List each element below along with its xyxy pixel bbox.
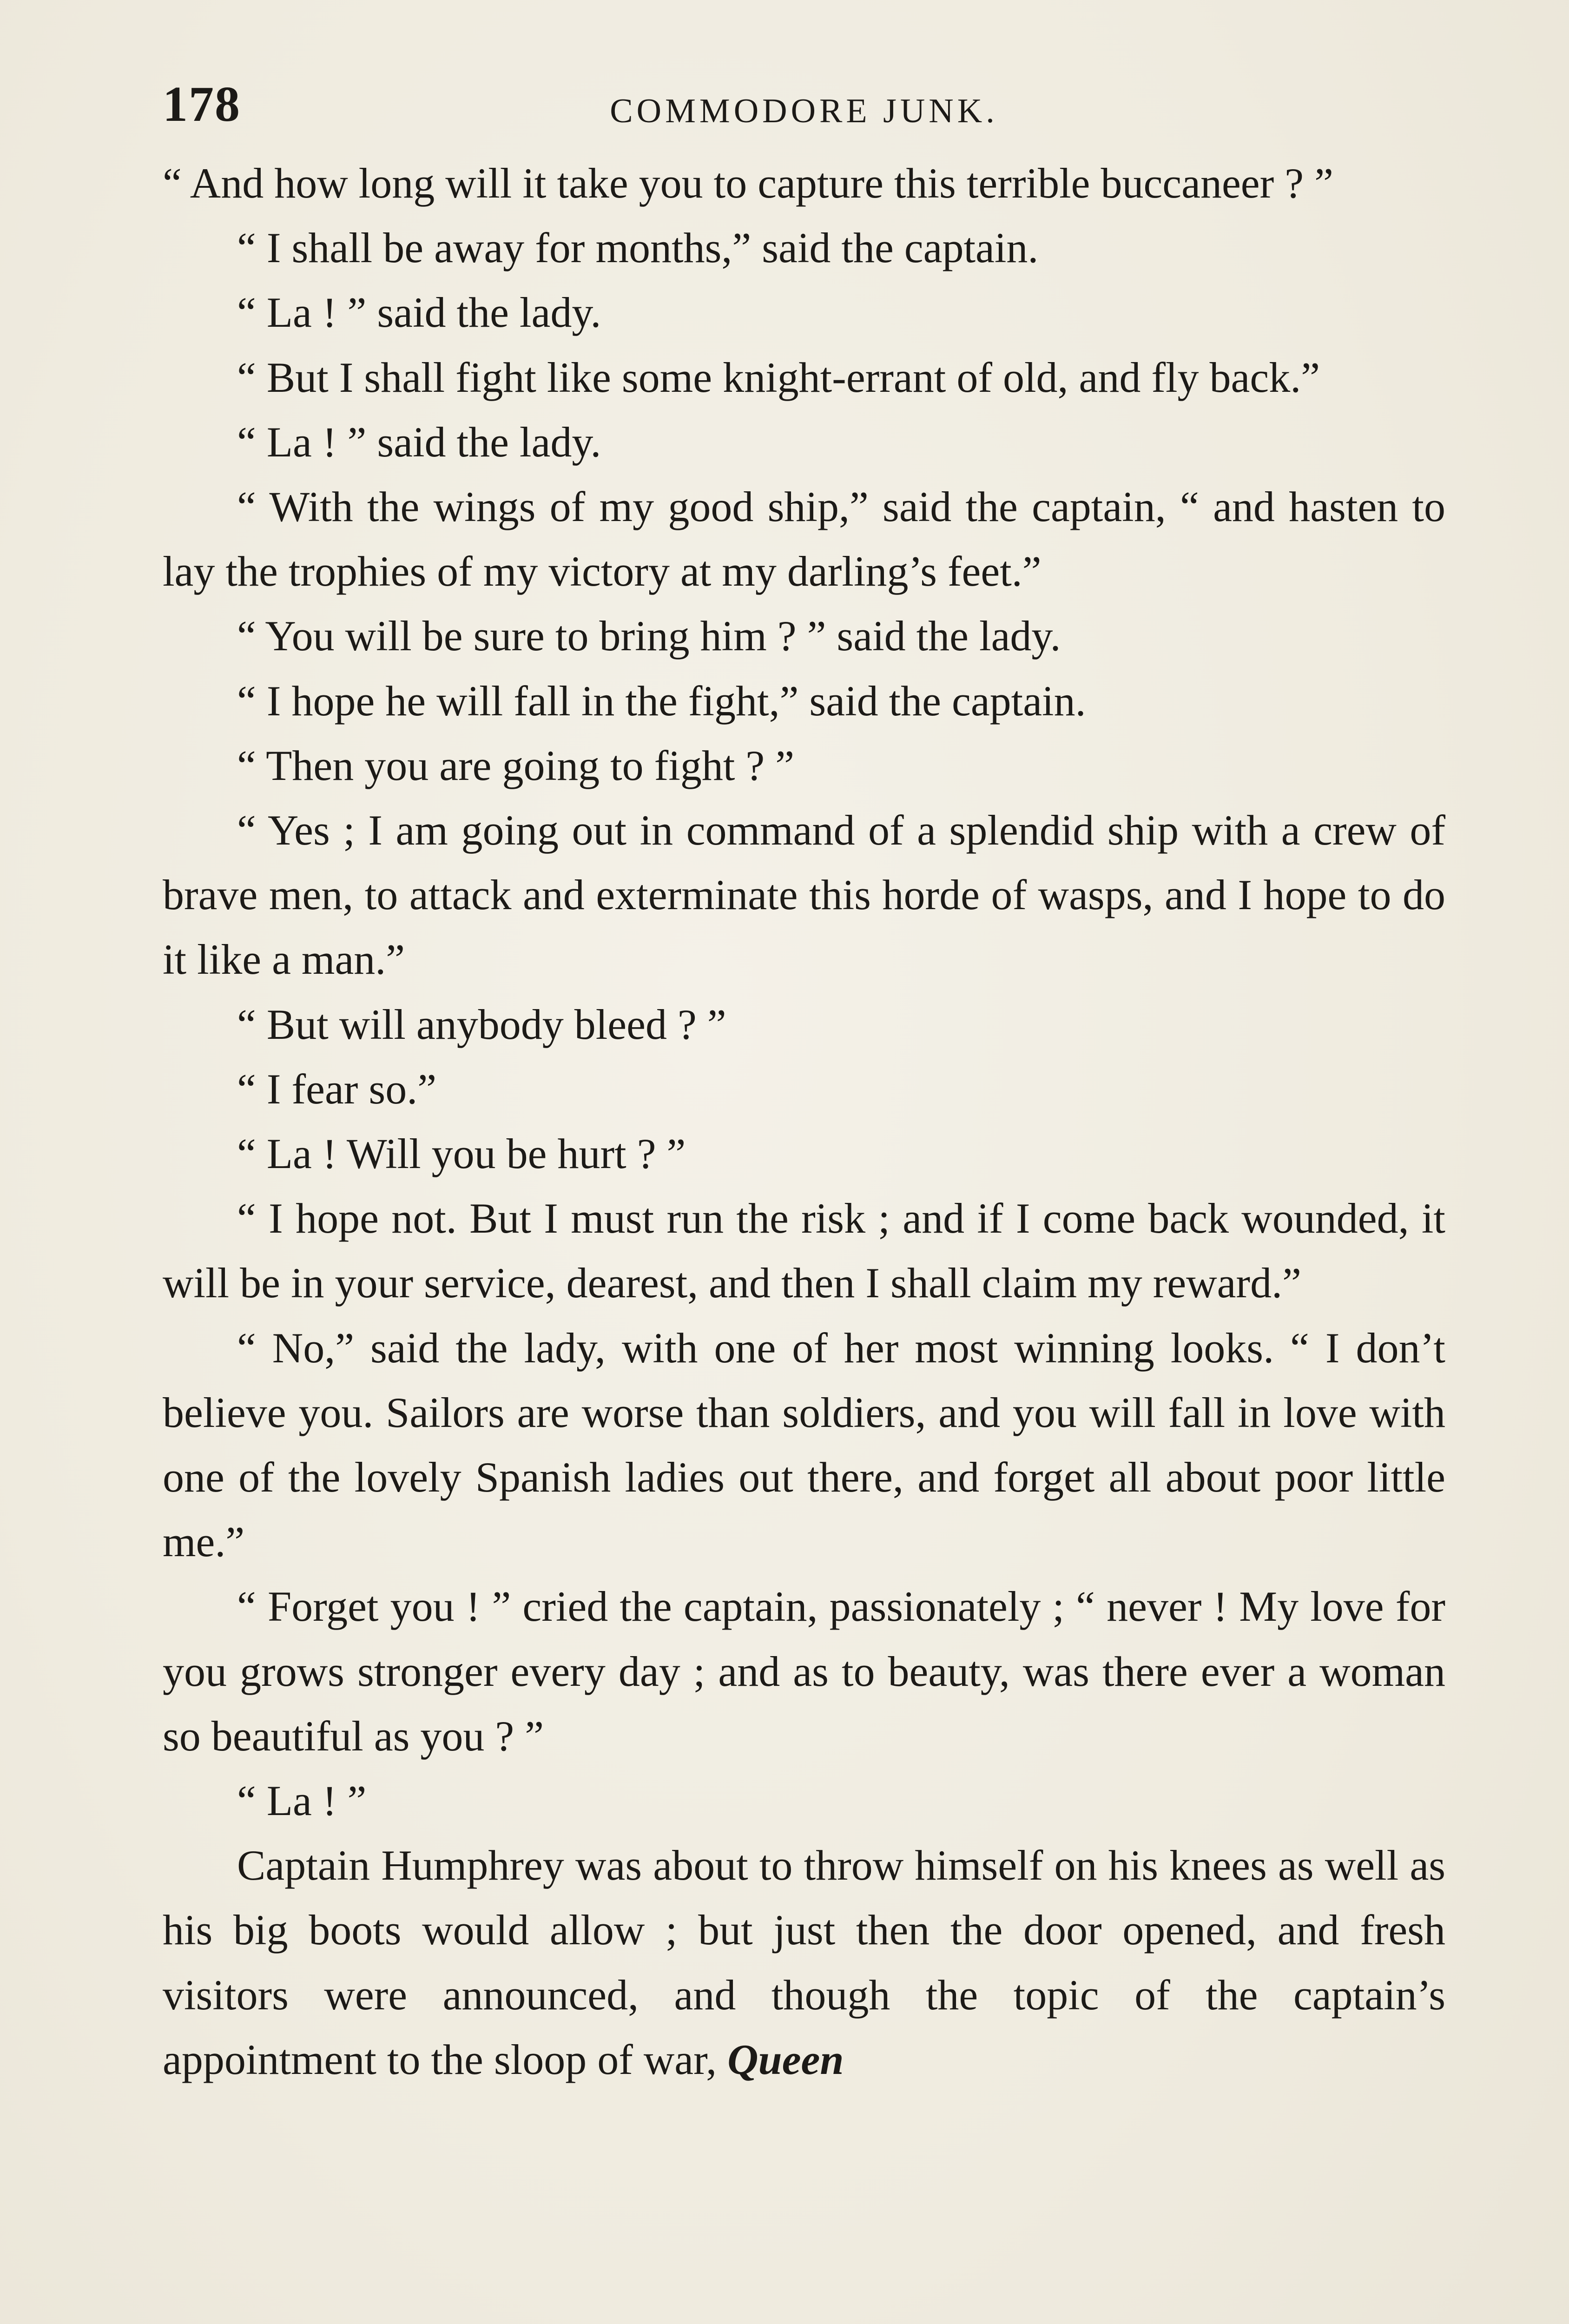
paragraph: “ Yes ; I am going out in command of a splendid ship with a crew of brave men, to attack and exterminate this horde of wasps, and I hope to do it like a man.” [163, 806, 1445, 984]
paragraph: “ But will anybody bleed ? ” [237, 1000, 726, 1048]
paragraph: “ But I shall fight like some knight-errant of old, and fly back.” [237, 353, 1320, 401]
paragraph: “ I shall be away for months,” said the captain. [237, 224, 1039, 272]
page-number: 178 [163, 77, 241, 132]
paragraph: “ Then you are going to fight ? ” [237, 741, 795, 789]
paragraph: “ I hope not. But I must run the risk ; and if I come back wounded, it will be in your service, dearest, and then I shall claim my reward.” [163, 1195, 1445, 1307]
paragraph: “ La ! ” said the lady. [237, 418, 601, 466]
paragraph: “ And how long will it take you to capture this terrible buccaneer ? ” [163, 159, 1333, 207]
final-paragraph-text: Captain Humphrey was about to throw himself on his knees as well as his big boots would allow ; but just then the door opened, and fresh visitors were announced, and though the topic of the captain’s appointment to the sloop of war, [163, 1842, 1445, 2083]
running-head: COMMODORE JUNK. [610, 92, 998, 130]
italic-ship-name: Queen [727, 2035, 844, 2083]
final-paragraph [163, 1833, 1445, 2092]
paragraph: “ La ! ” [237, 1777, 367, 1825]
paragraph: “ You will be sure to bring him ? ” said the lady. [237, 612, 1061, 660]
paragraph: “ No,” said the lady, with one of her most winning looks. “ I don’t believe you. Sailors are worse than soldiers, and you will fall in love with one of the lovely Spanish ladies out there, and forget all about poor little me.” [163, 1324, 1445, 1566]
paragraph: “ La ! Will you be hurt ? ” [237, 1130, 686, 1178]
paragraph: “ I fear so.” [237, 1065, 437, 1113]
paragraph: “ I hope he will fall in the fight,” said the captain. [237, 677, 1086, 725]
paragraph: “ La ! ” said the lady. [237, 289, 601, 337]
page-header [163, 70, 1445, 139]
paragraph: “ Forget you ! ” cried the captain, passionately ; “ never ! My love for you grows stronger every day ; and as to beauty, was there ever a woman so beautiful as you ? ” [163, 1583, 1445, 1760]
paragraph: “ With the wings of my good ship,” said the captain, “ and hasten to lay the trophies of my victory at my darling’s feet.” [163, 483, 1445, 595]
body-text [163, 151, 1445, 2092]
